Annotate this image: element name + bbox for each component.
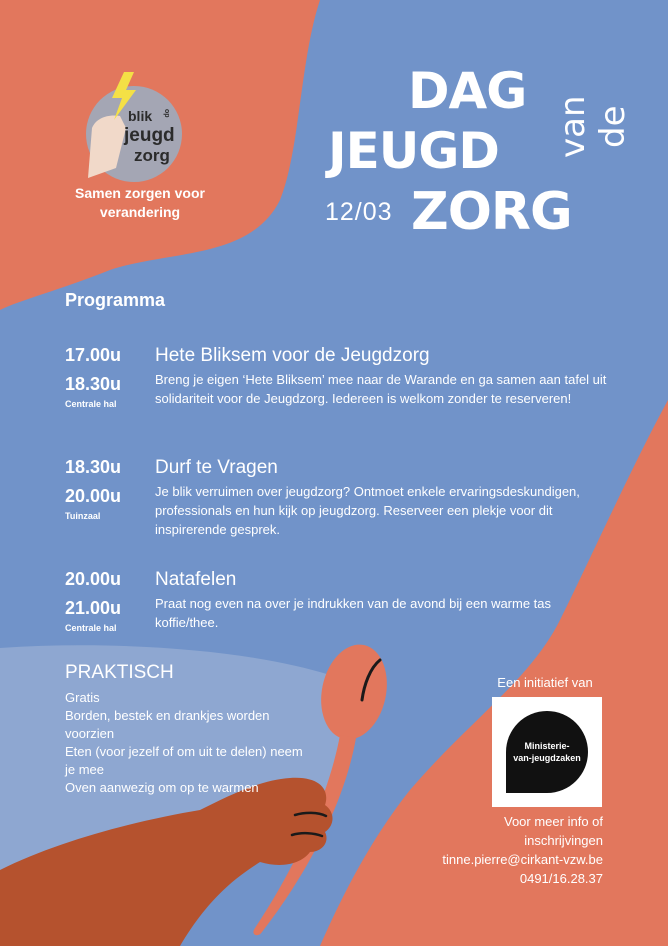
logo-text-blik: blik <box>128 108 153 124</box>
ministry-logo-text <box>513 740 581 764</box>
program-heading: Programma <box>65 290 166 310</box>
event-date: 12/03 <box>325 198 393 226</box>
praktisch-list <box>65 689 315 797</box>
title-dag: DAG <box>408 62 527 120</box>
ministry-name-line2: van-jeugdzaken <box>513 753 581 763</box>
event-1-start-time: 17.00u <box>65 345 122 365</box>
title-zorg: ZORG <box>411 182 572 242</box>
tagline: Samen zorgen voor verandering <box>75 185 205 220</box>
title-jeugd: JEUGD <box>328 122 499 180</box>
contact-info <box>405 812 603 888</box>
event-1-end-time: 18.30u <box>65 374 122 394</box>
title-van-de: van de <box>553 95 633 159</box>
logo-text-op: op <box>163 109 170 118</box>
event-3-location: Centrale hal <box>65 623 117 633</box>
contact-phone[interactable]: 0491/16.28.37 <box>519 871 603 886</box>
event-1-description: Breng je eigen ‘Hete Bliksem’ mee naar de Warande en ga samen aan tafel uit solidariteit voor de Jeugdzorg. Iedereen is welkom zonder te reserveren! <box>155 372 607 406</box>
ministry-name-line1: Ministerie- <box>524 741 570 751</box>
ministry-logo <box>506 711 588 793</box>
event-1-location: Centrale hal <box>65 399 117 409</box>
logo-text-jeugd: jeugd <box>124 125 175 146</box>
event-2-title: Durf te Vragen <box>155 457 278 478</box>
ministry-logo-box <box>492 697 602 807</box>
praktisch-item: Gratis <box>65 690 100 705</box>
praktisch-item: Oven aanwezig om op te warmen <box>65 780 259 795</box>
event-2-description: Je blik verruimen over jeugdzorg? Ontmoet enkele ervaringsdeskundigen, professionals en hun kijk op jeugdzorg. Reserveer een plekje voor dit inspirerende gesprek. <box>155 484 580 537</box>
event-3-end-time: 21.00u <box>65 598 122 618</box>
event-3-title: Natafelen <box>155 569 237 590</box>
contact-email[interactable]: tinne.pierre@cirkant-vzw.be <box>442 852 603 867</box>
praktisch-heading: PRAKTISCH <box>65 662 174 683</box>
initiative-label: Een initiatief van <box>497 675 593 690</box>
praktisch-item: Eten (voor jezelf of om uit te delen) neem je mee <box>65 744 303 777</box>
contact-line-1: Voor meer info of <box>504 814 603 829</box>
event-2-end-time: 20.00u <box>65 486 122 506</box>
logo-text-zorg: zorg <box>134 146 170 165</box>
event-3-description: Praat nog even na over je indrukken van de avond bij een warme tas koffie/thee. <box>155 596 552 630</box>
praktisch-item: Borden, bestek en drankjes worden voorzien <box>65 708 270 741</box>
event-2-location: Tuinzaal <box>65 511 101 521</box>
event-2-start-time: 18.30u <box>65 457 122 477</box>
event-3-start-time: 20.00u <box>65 569 122 589</box>
event-1-title: Hete Bliksem voor de Jeugdzorg <box>155 345 430 366</box>
contact-line-2: inschrijvingen <box>524 833 603 848</box>
